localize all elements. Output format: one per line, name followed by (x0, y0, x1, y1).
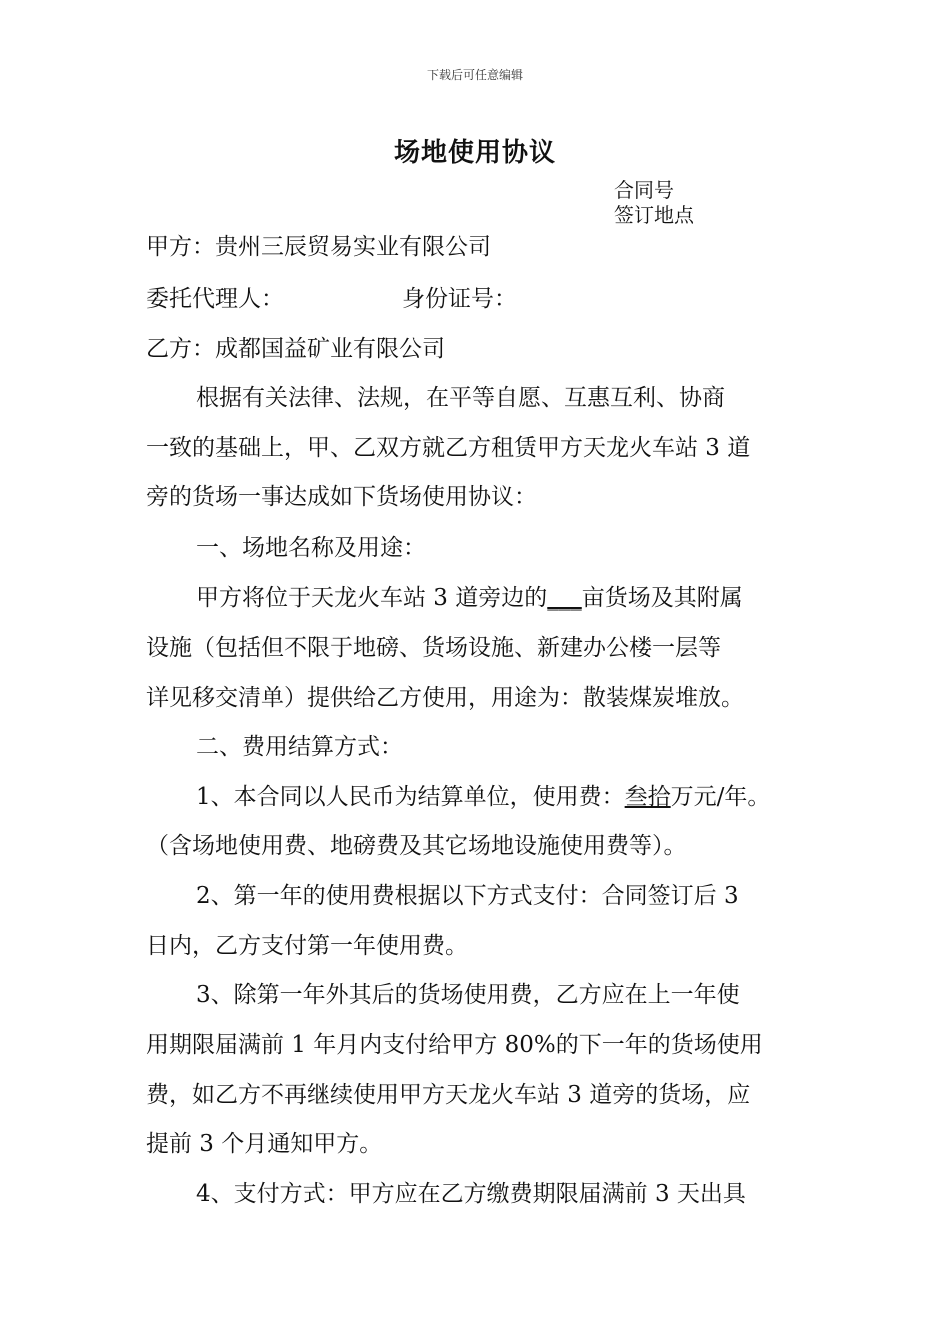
paragraph-line: 费，如乙方不再继续使用甲方天龙火车站 3 道旁的货场，应 (146, 1082, 751, 1108)
paragraph-line: 4、支付方式：甲方应在乙方缴费期限届满前 3 天出具 (196, 1181, 746, 1207)
header-note: 下载后可任意编辑 (426, 68, 523, 82)
paragraph-line: 日内，乙方支付第一年使用费。 (146, 933, 468, 959)
paragraph-line (146, 782, 866, 812)
paragraph-line: 用期限届满前 1 年月内支付给甲方 80%的下一年的货场使用 (146, 1032, 763, 1058)
paragraph-line: 详见移交清单）提供给乙方使用，用途为：散装煤炭堆放。 (146, 685, 744, 711)
document-title: 场地使用协议 (393, 138, 556, 168)
paragraph-line: 旁的货场一事达成如下货场使用协议： (146, 484, 537, 510)
sign-place-label: 签订地点 (614, 203, 694, 227)
area-blank: ___ (547, 585, 582, 611)
paragraph-line: 一致的基础上，甲、乙双方就乙方租赁甲方天龙火车站 3 道 (146, 435, 751, 461)
section-heading: 二、费用结算方式： (196, 734, 403, 760)
paragraph-line: 设施（包括但不限于地磅、货场设施、新建办公楼一层等 (146, 635, 721, 661)
paragraph-line: 3、除第一年外其后的货场使用费，乙方应在上一年使 (196, 982, 740, 1008)
agent-line (146, 284, 816, 314)
agent-label: 委托代理人： (146, 286, 284, 312)
fee-amount: 叁拾 (624, 784, 671, 810)
paragraph-line: 2、第一年的使用费根据以下方式支付：合同签订后 3 (196, 883, 739, 909)
id-number-label: 身份证号： (402, 286, 517, 312)
paragraph-text: 亩货场及其附属 (581, 585, 743, 611)
party-b-line: 乙方：成都国益矿业有限公司 (146, 336, 445, 362)
paragraph-line: 根据有关法律、法规，在平等自愿、互惠互利、协商 (196, 385, 725, 411)
paragraph-line (146, 583, 866, 613)
paragraph-text: 甲方将位于天龙火车站 3 道旁边的 (196, 585, 548, 611)
contract-number-label: 合同号 (614, 178, 674, 202)
section-heading: 一、场地名称及用途： (196, 535, 426, 561)
paragraph-line: 提前 3 个月通知甲方。 (146, 1131, 383, 1157)
paragraph-text: 1、本合同以人民币为结算单位，使用费： (196, 784, 625, 810)
party-a-line: 甲方：贵州三辰贸易实业有限公司 (146, 234, 491, 260)
paragraph-line: （含场地使用费、地磅费及其它场地设施使用费等）。 (146, 833, 687, 859)
paragraph-text: 万元/年。 (670, 784, 771, 810)
